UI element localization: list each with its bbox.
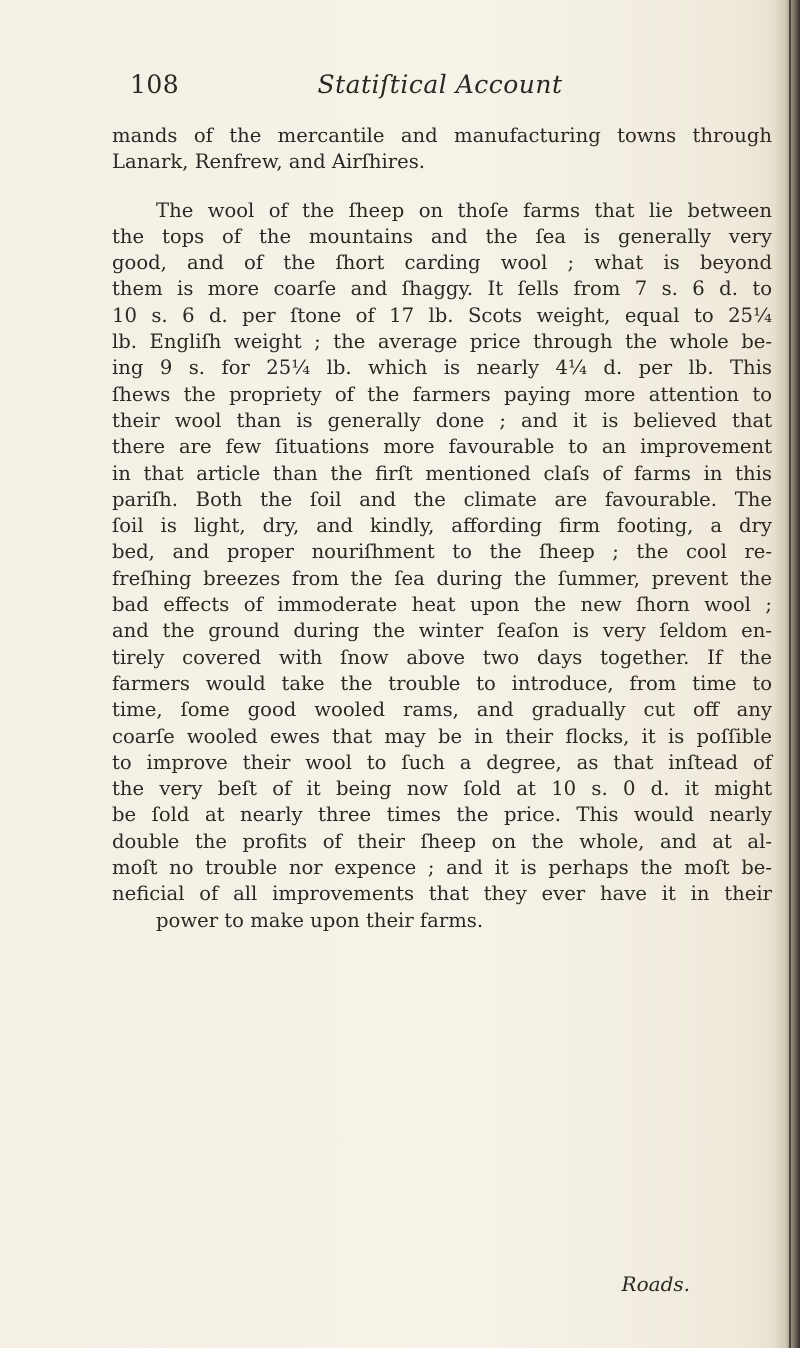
catchword: Roads. <box>621 1272 690 1296</box>
text-line: 10 s. 6 d. per ſtone of 17 lb. Scots weight, equal to 25¼ <box>112 303 772 327</box>
text-line: freſhing breezes from the ſea during the ſummer, prevent the <box>112 566 772 590</box>
page-edge-line <box>789 0 791 1348</box>
page-number: 108 <box>130 70 180 99</box>
text-line: the very beſt of it being now ſold at 10 s. 0 d. it might <box>112 777 772 801</box>
text-line: ſoil is light, dry, and kindly, affording firm footing, a dry <box>112 514 772 538</box>
text-line: be ſold at nearly three times the price. This would nearly <box>112 803 772 827</box>
text-line: power to make upon their farms. <box>156 908 484 932</box>
text-line: bed, and proper nouriſhment to the ſheep ; the cool re- <box>112 540 772 564</box>
body-text <box>112 123 772 934</box>
text-line: mands of the mercantile and manufacturing towns through <box>112 124 772 147</box>
text-line: ſhews the propriety of the farmers paying more attention to <box>112 382 772 406</box>
text-line: tirely covered with ſnow above two days together. If the <box>112 645 772 669</box>
text-line: double the profits of their ſheep on the whole, and at al- <box>112 829 772 853</box>
text-line: their wool than is generally done ; and it is believed that <box>112 408 772 432</box>
text-line: there are few ſituations more favourable to an improvement <box>112 435 772 459</box>
text-line: coarſe wooled ewes that may be in their flocks, it is poſſible <box>112 724 772 748</box>
text-line: The wool of the ſheep on thoſe farms that lie between <box>156 198 772 222</box>
text-line: good, and of the ſhort carding wool ; what is beyond <box>112 251 772 275</box>
paragraph-1 <box>112 123 772 176</box>
running-header <box>130 70 750 104</box>
text-line: lb. Engliſh weight ; the average price through the whole be- <box>112 330 772 354</box>
text-line: them is more coarſe and ſhaggy. It ſells from 7 s. 6 d. to <box>112 277 772 301</box>
running-title: Statiſtical Account <box>317 70 563 99</box>
text-line: ing 9 s. for 25¼ lb. which is nearly 4¼ d. per lb. This <box>112 356 772 380</box>
text-line: farmers would take the trouble to introduce, from time to <box>112 671 772 695</box>
text-line: moſt no trouble nor expence ; and it is perhaps the moſt be- <box>112 856 772 880</box>
text-line: to improve their wool to ſuch a degree, as that inſtead of <box>112 750 772 774</box>
paragraph-2 <box>112 198 772 934</box>
text-line: neficial of all improvements that they ever have it in their <box>112 882 772 906</box>
text-line: and the ground during the winter ſeaſon is very ſeldom en- <box>112 619 772 643</box>
text-line: bad effects of immoderate heat upon the new ſhorn wool ; <box>112 593 772 617</box>
page-gutter-shadow <box>774 0 800 1348</box>
text-line: time, ſome good wooled rams, and gradually cut off any <box>112 698 772 722</box>
text-line: in that article than the firſt mentioned claſs of farms in this <box>112 461 772 485</box>
text-line: the tops of the mountains and the ſea is generally very <box>112 224 772 248</box>
text-line: Lanark, Renfrew, and Airſhires. <box>112 150 426 174</box>
text-line: pariſh. Both the ſoil and the climate are favourable. The <box>112 487 772 511</box>
